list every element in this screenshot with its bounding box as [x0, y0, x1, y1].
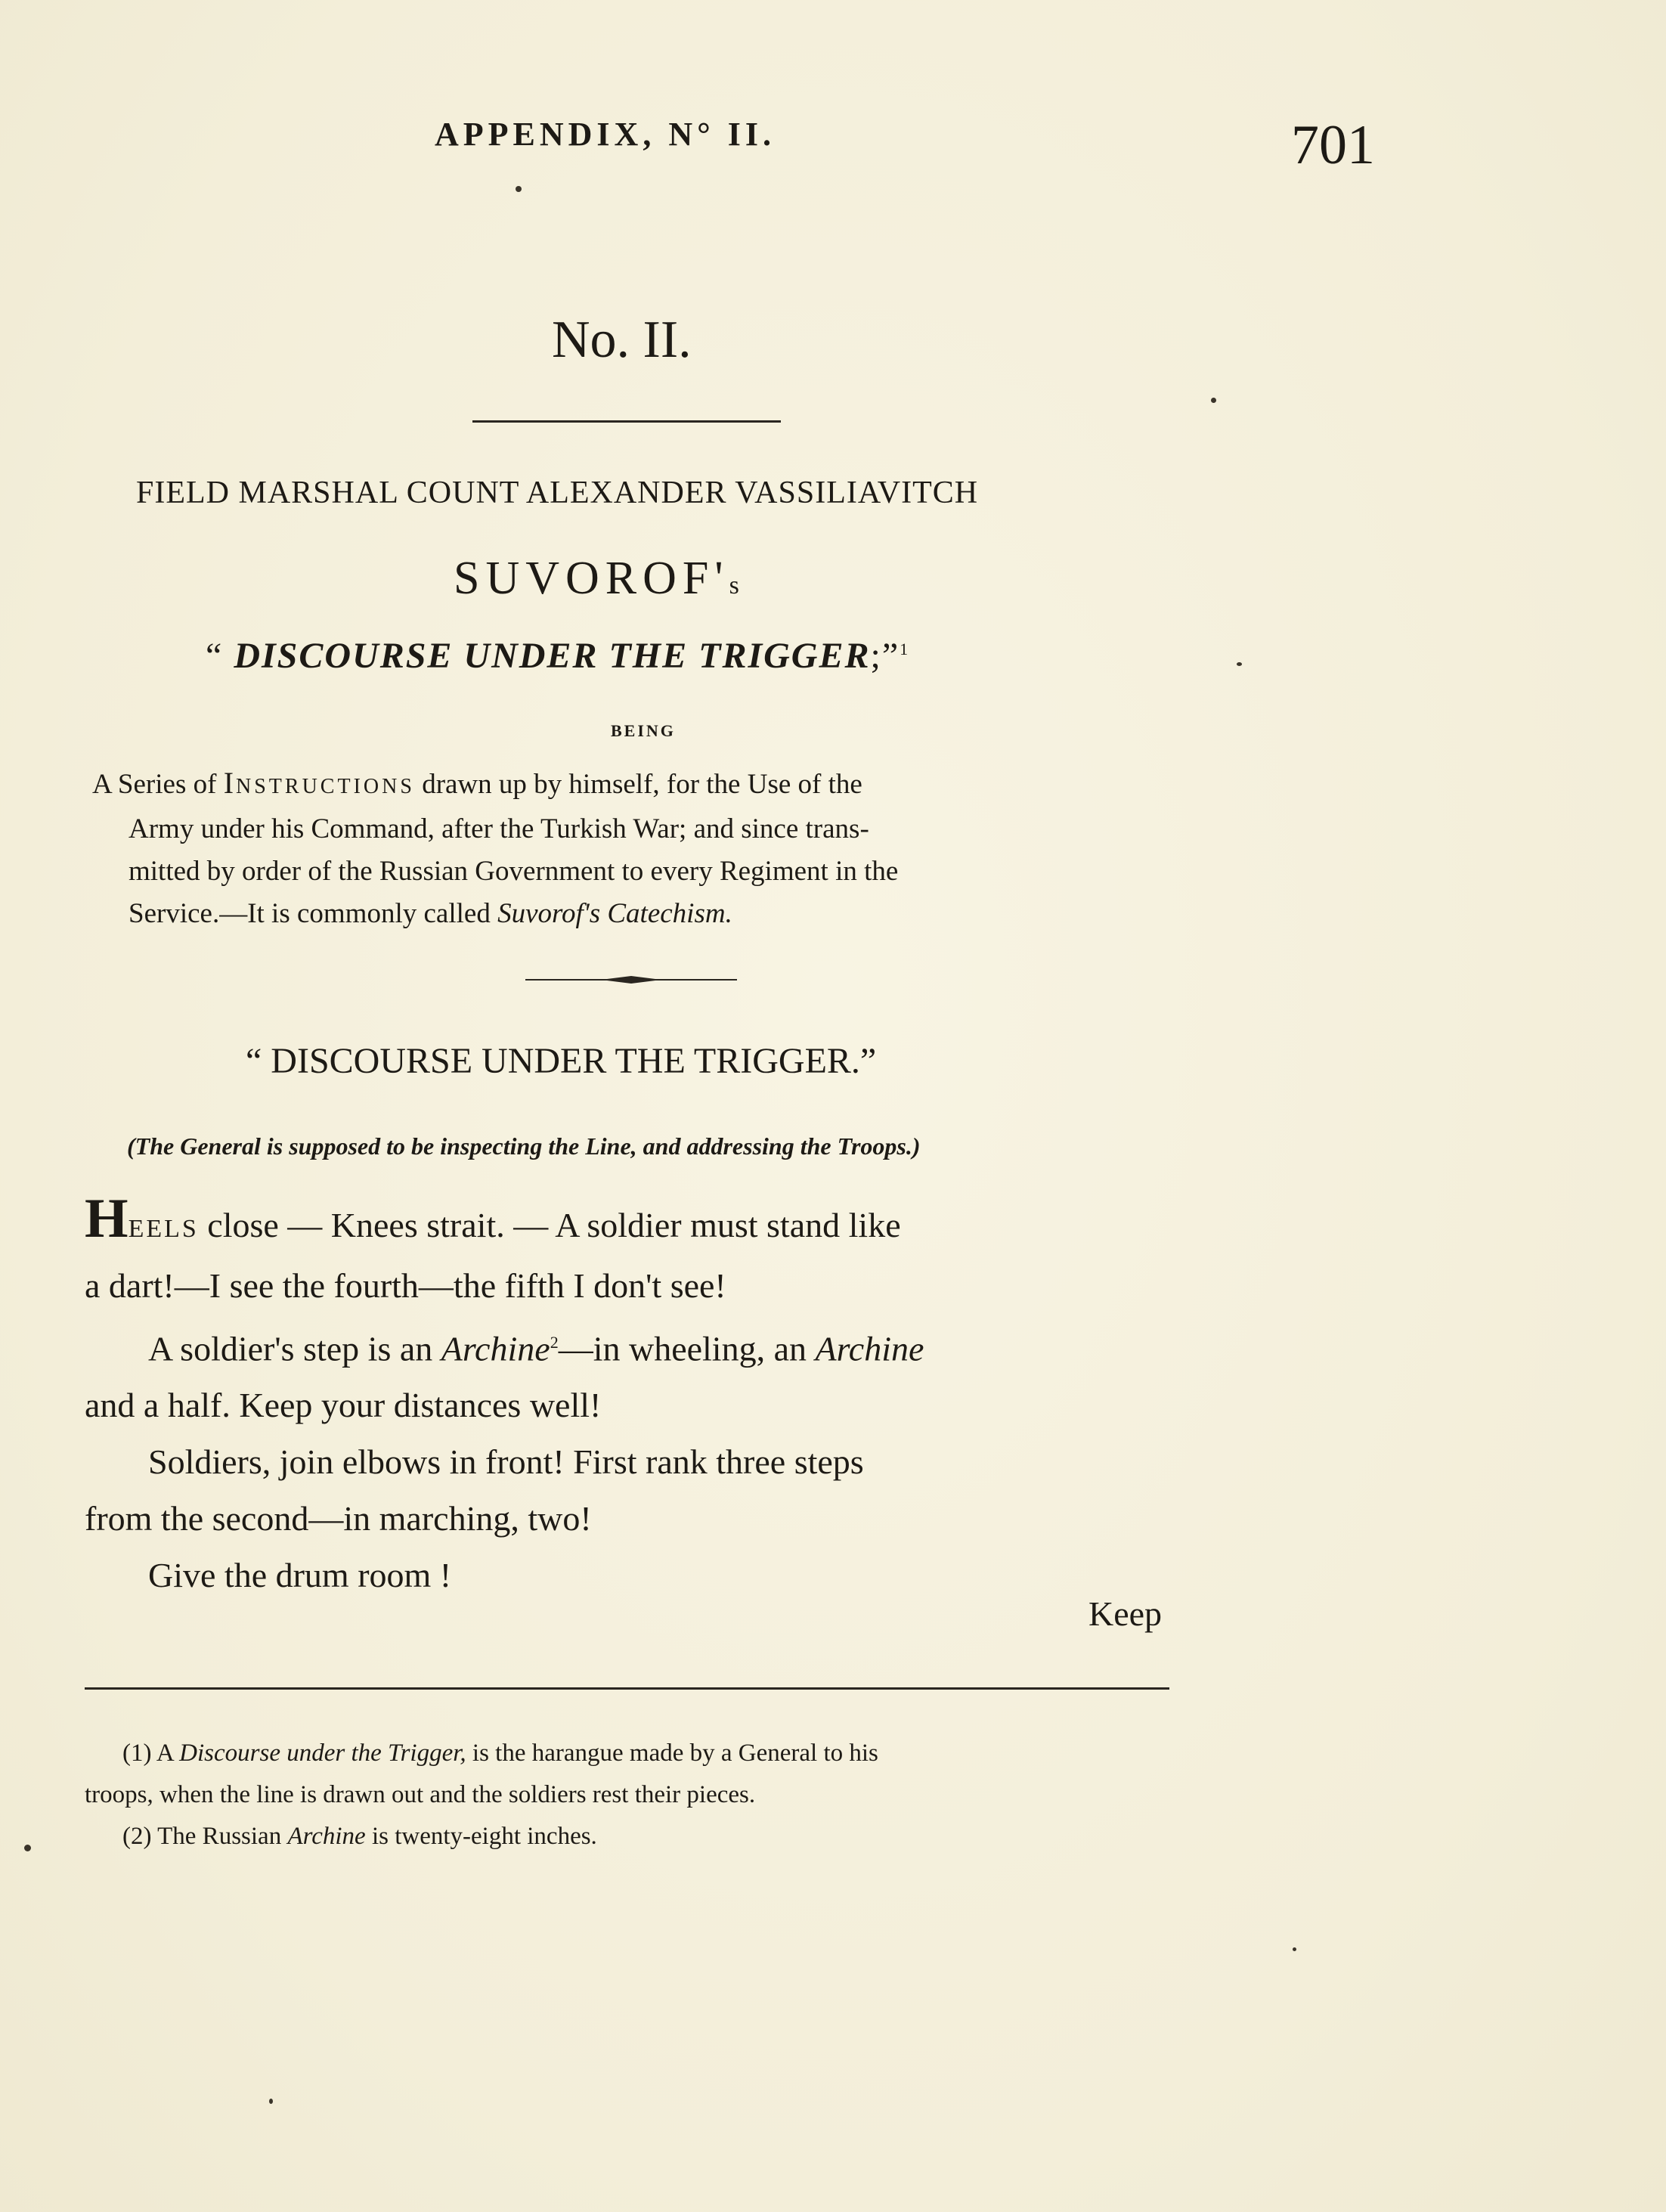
title-rule	[472, 420, 781, 423]
page-number: 701	[1291, 114, 1375, 176]
section-number: No. II.	[552, 311, 692, 369]
footnote-1b: Discourse under the Trigger,	[179, 1740, 466, 1767]
footnote-2b: Archine	[287, 1823, 366, 1850]
description-line-2: Army under his Command, after the Turkish War; and since trans-	[129, 813, 869, 844]
description-l4a: Service.—It is commonly called	[129, 898, 498, 929]
footnote-ref-2: 2	[550, 1333, 559, 1352]
drop-cap: H	[85, 1188, 129, 1250]
description-l1b: I	[223, 766, 237, 800]
body-line-4: and a half. Keep your distances well!	[85, 1386, 602, 1425]
body-line-6: from the second—in marching, two!	[85, 1499, 592, 1538]
footnote-rule	[85, 1687, 1169, 1690]
footnote-1-line-2: troops, when the line is drawn out and the soldiers rest their pieces.	[85, 1781, 756, 1808]
body-text	[85, 1188, 1181, 1603]
being-label: BEING	[611, 721, 676, 740]
paper-speck	[269, 2099, 273, 2104]
description-line-3: mitted by order of the Russian Government to every Regiment in the	[129, 856, 899, 887]
paper-speck	[24, 1845, 31, 1851]
paper-speck	[1211, 398, 1216, 403]
body-line-2: a dart!—I see the fourth—the fifth I don't see!	[85, 1266, 726, 1305]
description-l4b: Suvorof's Catechism.	[497, 898, 732, 929]
title-name-small: s	[729, 572, 741, 599]
description-line-1	[92, 762, 1166, 808]
ornament-divider	[525, 975, 737, 984]
description-l1c: NSTRUCTIONS	[236, 775, 415, 798]
body-l3a: A soldier's step is an	[148, 1329, 441, 1368]
footnote-ref-1: 1	[900, 640, 910, 658]
body-line-3	[85, 1314, 1181, 1377]
body-line-1	[85, 1188, 1181, 1257]
description-line-4	[92, 893, 1166, 935]
paper-speck	[1237, 662, 1242, 666]
body-line-7: Give the drum room !	[148, 1556, 452, 1595]
body-l1-smallcaps: EELS	[128, 1215, 199, 1243]
body-l3c: —in wheeling, an	[558, 1329, 816, 1368]
body-l3d: Archine	[815, 1329, 924, 1368]
body-line-1-text	[85, 1188, 901, 1257]
footnote-1c: is the harangue made by a General to his	[466, 1740, 878, 1767]
footnotes	[85, 1733, 1181, 1857]
title-open-quote: “	[206, 636, 224, 676]
catchword: Keep	[1088, 1594, 1163, 1633]
body-line-5: Soldiers, join elbows in front! First rank three steps	[148, 1442, 864, 1482]
description-line-1-text	[92, 762, 862, 808]
footnote-1-line-1	[85, 1733, 1181, 1774]
title-line-field-marshal: FIELD MARSHAL COUNT ALEXANDER VASSILIAVITCH	[136, 476, 979, 510]
body-l3b: Archine	[441, 1329, 550, 1368]
description-l1d: drawn up by himself, for the Use of the	[414, 769, 862, 800]
stage-direction: (The General is supposed to be inspecting the Line, and addressing the Troops.)	[127, 1132, 921, 1160]
title-discourse-text: DISCOURSE UNDER THE TRIGGER	[234, 636, 871, 676]
title-name-caps: SUVOROF'	[454, 553, 729, 604]
discourse-heading: “ DISCOURSE UNDER THE TRIGGER.”	[246, 1041, 877, 1081]
paper-speck	[516, 186, 522, 192]
description-l1a: A Series of	[92, 769, 224, 800]
footnote-1a: (1) A	[122, 1740, 180, 1767]
footnote-2c: is twenty-eight inches.	[365, 1823, 597, 1850]
title-close-quote: ;”	[870, 636, 900, 676]
body-l1-rest: close — Knees strait. — A soldier must stand like	[198, 1206, 901, 1244]
footnote-2a: (2) The Russian	[122, 1823, 288, 1850]
running-head: APPENDIX, N° II.	[435, 116, 776, 153]
footnote-2	[85, 1816, 1181, 1857]
title-name	[454, 552, 741, 606]
paper-speck	[1293, 1947, 1296, 1951]
title-discourse	[206, 635, 909, 677]
description-paragraph	[92, 762, 1166, 935]
